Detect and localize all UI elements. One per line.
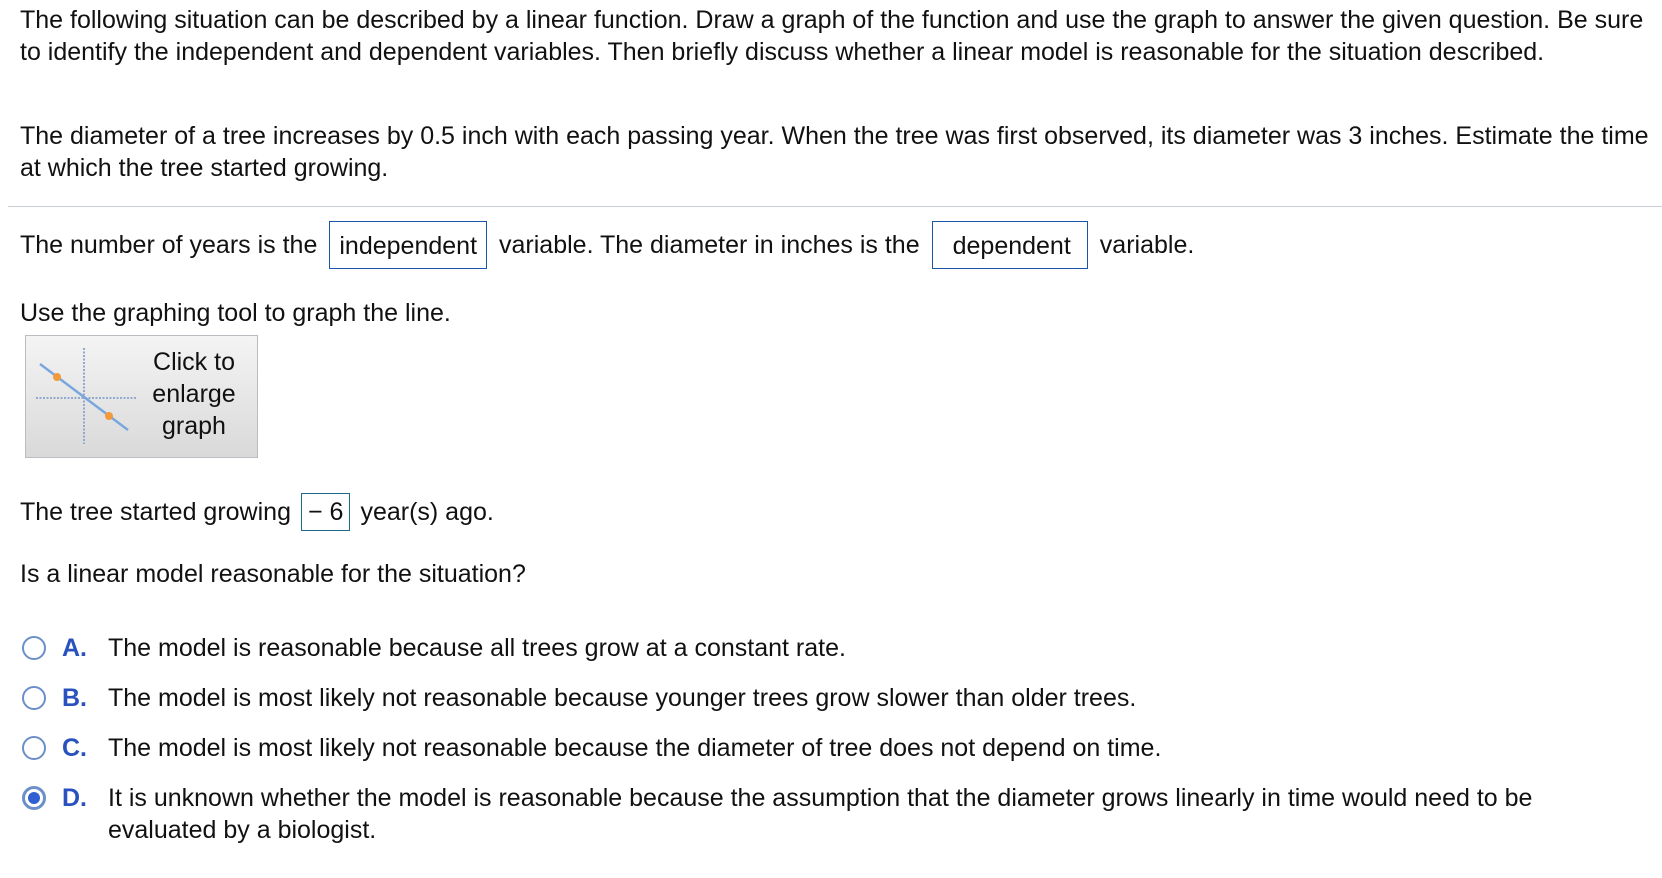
- option-b-text: The model is most likely not reasonable because younger trees grow slower than older trees.: [108, 684, 1137, 712]
- option-c-text: The model is most likely not reasonable because the diameter of tree does not depend on time.: [108, 734, 1162, 762]
- option-a-letter: A.: [62, 634, 87, 662]
- enlarge-graph-label: [144, 346, 244, 442]
- section-divider: [8, 206, 1662, 207]
- option-d-text: It is unknown whether the model is reasonable because the assumption that the diameter grows linearly in time would need to be evaluated by a biologist.: [108, 784, 1533, 844]
- option-b-radio[interactable]: [22, 686, 46, 710]
- graph-prompt: Use the graphing tool to graph the line.: [20, 299, 451, 327]
- option-b-letter: B.: [62, 684, 87, 712]
- instructions-text: The following situation can be described by a linear function. Draw a graph of the function and use the graph to answer the given question. Be sure to identify the independent and dependent variables. Then briefly discuss whether a linear model is reasonable for the situation described.: [20, 6, 1644, 66]
- graph-thumbnail-icon: [36, 348, 136, 444]
- option-d-radio[interactable]: [22, 786, 46, 810]
- enlarge-graph-button[interactable]: [25, 335, 258, 458]
- start-time-answer-box[interactable]: − 6: [301, 493, 350, 531]
- variables-prefix: The number of years is the: [20, 231, 318, 259]
- variables-sentence: [20, 219, 1194, 271]
- option-a[interactable]: [22, 632, 1642, 682]
- start-time-prefix: The tree started growing: [20, 498, 291, 526]
- dependent-answer-box[interactable]: dependent: [932, 221, 1088, 269]
- independent-answer-box[interactable]: independent: [329, 221, 487, 269]
- option-a-text: The model is reasonable because all trees grow at a constant rate.: [108, 634, 846, 662]
- start-time-sentence: [20, 490, 494, 534]
- enlarge-graph-label-line1: Click to: [153, 348, 235, 376]
- option-c-letter: C.: [62, 734, 87, 762]
- answer-options: [22, 632, 1642, 846]
- option-d[interactable]: [22, 782, 1642, 846]
- variables-suffix: variable.: [1099, 231, 1195, 259]
- variables-middle: variable. The diameter in inches is the: [499, 231, 920, 259]
- enlarge-graph-label-line3: graph: [162, 412, 226, 440]
- problem-statement: The diameter of a tree increases by 0.5 inch with each passing year. When the tree was first observed, its diameter was 3 inches. Estimate the time at which the tree started growing.: [20, 122, 1649, 182]
- option-c-radio[interactable]: [22, 736, 46, 760]
- start-time-suffix: year(s) ago.: [360, 498, 494, 526]
- option-d-letter: D.: [62, 784, 87, 812]
- option-b[interactable]: [22, 682, 1642, 732]
- option-a-radio[interactable]: [22, 636, 46, 660]
- option-c[interactable]: [22, 732, 1642, 782]
- enlarge-graph-label-line2: enlarge: [152, 380, 236, 408]
- linear-model-question: Is a linear model reasonable for the situation?: [20, 560, 526, 588]
